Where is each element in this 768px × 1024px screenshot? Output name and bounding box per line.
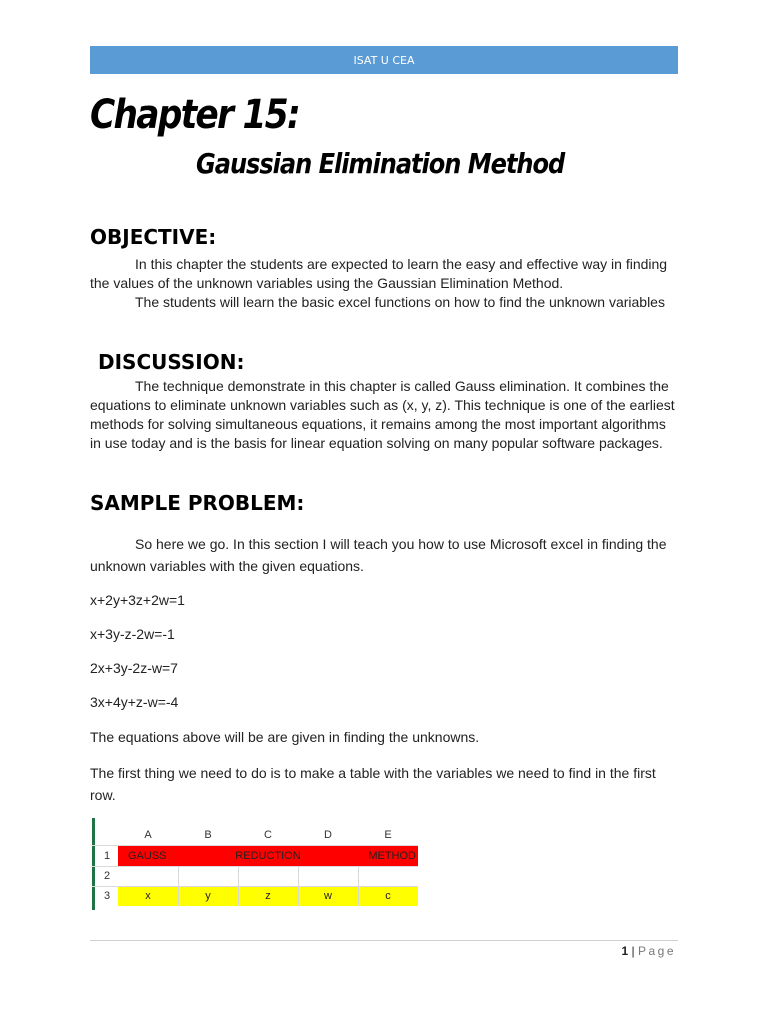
equation-1: x+2y+3z+2w=1 — [90, 592, 185, 608]
cell-b1-reduction: REDUCTION — [235, 850, 301, 862]
column-header-e: E — [384, 829, 392, 841]
cell-d3: w — [324, 890, 332, 902]
sample-problem-heading: SAMPLE PROBLEM: — [90, 491, 305, 515]
chapter-subtitle: Gaussian Elimination Method — [196, 147, 565, 180]
cell-a3: x — [145, 890, 151, 902]
row-header-1: 1 — [103, 850, 111, 862]
sample-intro — [90, 533, 680, 577]
grid-h-1 — [92, 866, 418, 867]
column-header-c: C — [264, 829, 272, 841]
equations-note: The equations above will be are given in finding the unknowns. — [90, 729, 480, 745]
cell-e3: c — [385, 890, 391, 902]
column-header-d: D — [324, 829, 332, 841]
objective-heading: OBJECTIVE: — [90, 225, 217, 249]
objective-para-1: In this chapter the students are expected to learn the easy and effective way in finding the values of the unknown variables using the Gaussian Elimination Method. — [90, 256, 668, 291]
cell-e1: METHOD — [368, 850, 416, 862]
row-header-3: 3 — [103, 890, 111, 902]
objective-para-2: The students will learn the basic excel functions on how to find the unknown variables — [135, 294, 665, 310]
sheet-left-border — [92, 818, 95, 910]
discussion-heading: DISCUSSION: — [98, 350, 245, 374]
page-number: 1 — [621, 944, 629, 958]
cell-b3: y — [205, 890, 211, 902]
footer-separator: | — [631, 944, 635, 958]
equation-4: 3x+4y+z-w=-4 — [90, 694, 179, 710]
document-header — [90, 46, 678, 74]
sample-intro-text: So here we go. In this section I will teach you how to use Microsoft excel in finding the unknown variables with the given equations. — [90, 536, 667, 574]
column-header-b: B — [204, 829, 212, 841]
cell-c3: z — [265, 890, 271, 902]
objective-body — [90, 255, 680, 312]
column-header-a: A — [144, 829, 152, 841]
row-header-2: 2 — [103, 870, 111, 882]
page-label: Page — [637, 944, 676, 958]
page-footer — [621, 944, 676, 958]
spreadsheet-image — [92, 818, 428, 910]
first-step-text: The first thing we need to do is to make a table with the variables we need to find in the first row. — [90, 765, 656, 803]
chapter-title: Chapter 15: — [90, 92, 300, 138]
footer-rule — [90, 940, 678, 941]
header-text: ISAT U CEA — [353, 53, 415, 67]
cell-a1: GAUSS — [128, 850, 167, 862]
discussion-para: The technique demonstrate in this chapter is called Gauss elimination. It combines the equations to eliminate unknown variables such as (x, y, z). This technique is one of the earliest methods for solving simultaneous equations, it remains among the most important algorithms in use today and is the basis for linear equation solving on many popular software packages. — [90, 378, 675, 451]
discussion-body — [90, 377, 680, 453]
equation-2: x+3y-z-2w=-1 — [90, 626, 175, 642]
equation-3: 2x+3y-2z-w=7 — [90, 660, 178, 676]
